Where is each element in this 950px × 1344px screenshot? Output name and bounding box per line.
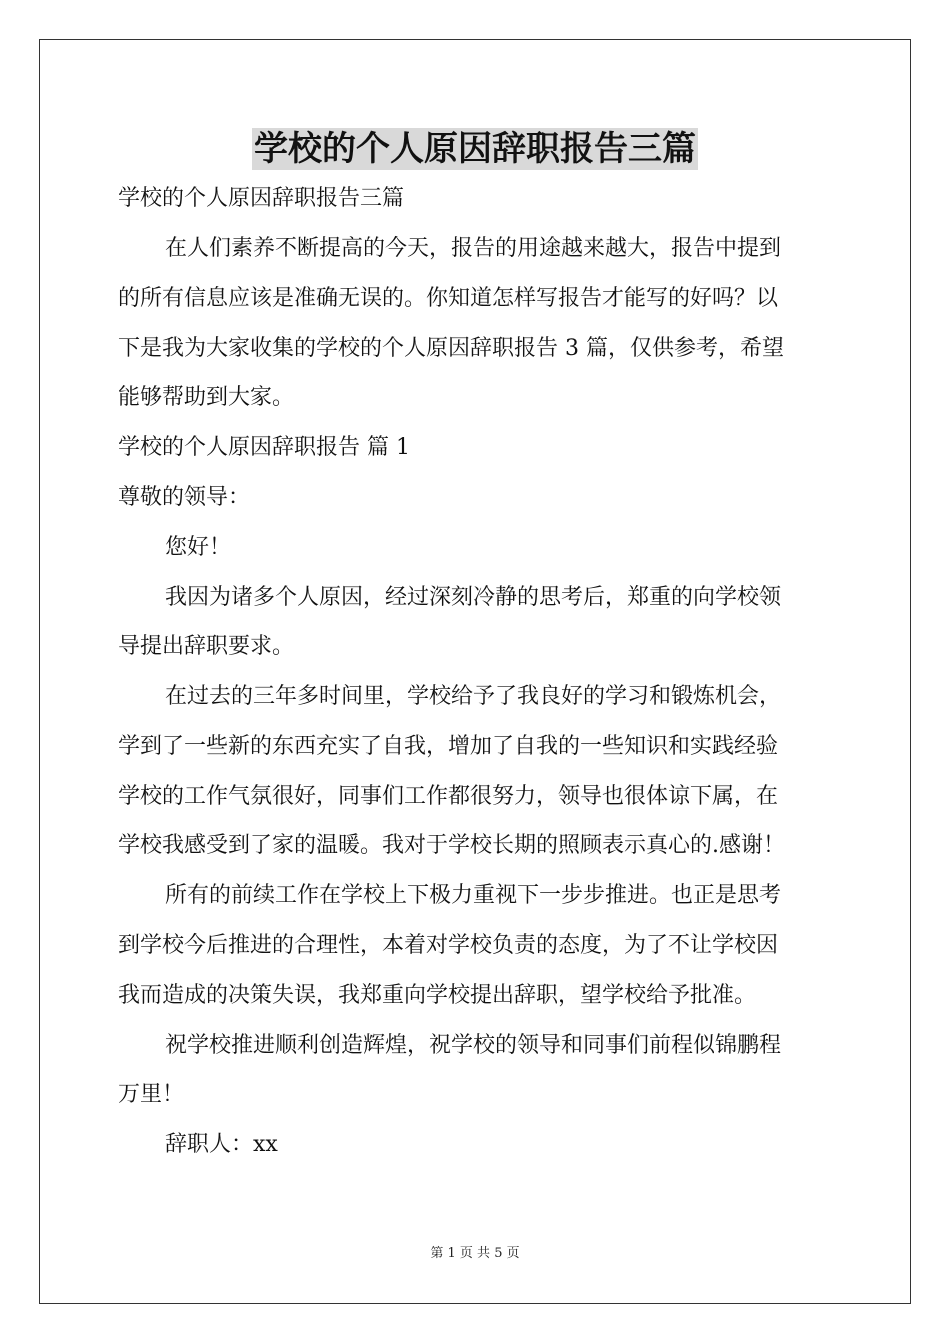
paragraph-line: 学校我感受到了家的温暖。我对于学校长期的照顾表示真心的.感谢！ [118,833,785,858]
page-number-footer: 第 1 页 共 5 页 [430,1246,520,1261]
greeting: 您好！ [165,535,232,560]
paragraph-line: 的所有信息应该是准确无误的。你知道怎样写报告才能写的好吗？以 [118,286,779,311]
paragraph-line: 万里！ [118,1082,185,1107]
paragraph-line: 在过去的三年多时间里，学校给予了我良好的学习和锻炼机会， [165,684,782,709]
page-border [39,39,911,1304]
paragraph-line: 下是我为大家收集的学校的个人原因辞职报告 3 篇，仅供参考，希望 [118,336,784,361]
signature-line: 辞职人：xx [165,1132,278,1157]
subtitle-line: 学校的个人原因辞职报告三篇 [118,186,405,211]
section-heading: 学校的个人原因辞职报告 篇 1 [118,435,410,460]
paragraph-line: 学校的工作气氛很好，同事们工作都很努力，领导也很体谅下属，在 [118,784,779,809]
paragraph-line: 学到了一些新的东西充实了自我，增加了自我的一些知识和实践经验 [118,734,779,759]
paragraph-line: 能够帮助到大家。 [118,385,295,410]
paragraph-line: 我而造成的决策失误，我郑重向学校提出辞职，望学校给予批准。 [118,983,757,1008]
paragraph-line: 在人们素养不断提高的今天，报告的用途越来越大，报告中提到 [165,236,782,261]
paragraph-line: 我因为诸多个人原因，经过深刻冷静的思考后，郑重的向学校领 [165,585,782,610]
paragraph-line: 到学校今后推进的合理性，本着对学校负责的态度，为了不让学校因 [118,933,779,958]
paragraph-line: 所有的前续工作在学校上下极力重视下一步步推进。也正是思考 [165,883,782,908]
title-container [0,128,950,170]
salutation: 尊敬的领导： [118,485,251,510]
paragraph-line: 导提出辞职要求。 [118,634,295,659]
document-title: 学校的个人原因辞职报告三篇 [254,129,696,169]
paragraph-line: 祝学校推进顺利创造辉煌，祝学校的领导和同事们前程似锦鹏程 [165,1033,782,1058]
